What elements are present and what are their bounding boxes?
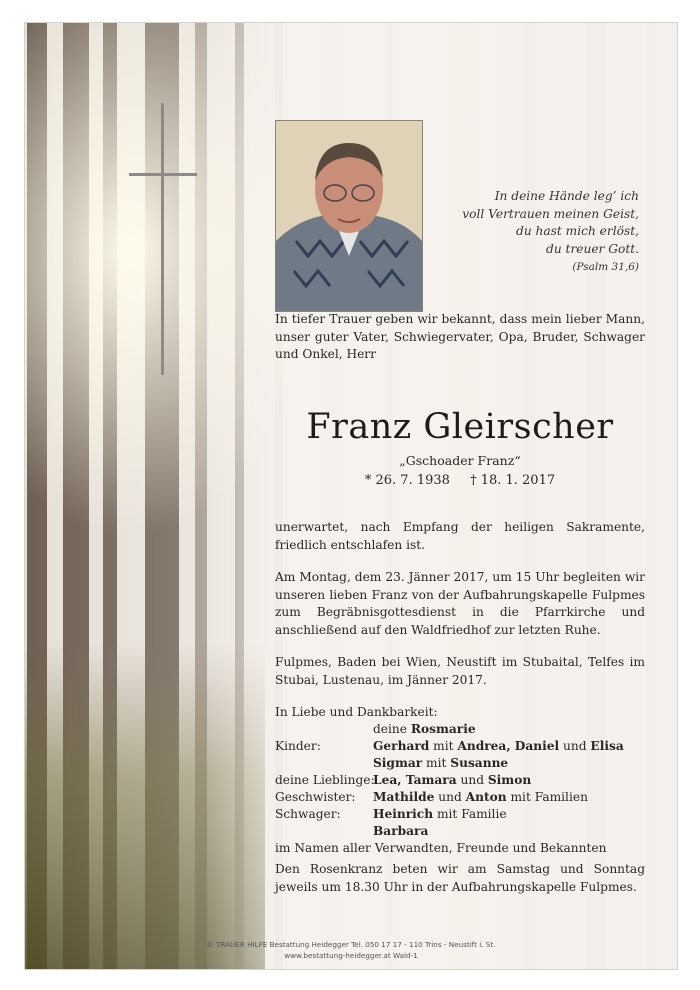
- obituary-card: [24, 22, 678, 970]
- birth-date: * 26. 7. 1938: [364, 473, 450, 488]
- relatives-children: Kinder: Gerhard mit Andrea, Daniel und Elisa: [275, 739, 624, 753]
- cross-horizontal-bar: [129, 173, 197, 176]
- footer-company: © TRAUER HILFE Bestattung Heidegger Tel. 050 17 17 - 110 Trins - Neustift i. St.: [206, 940, 496, 949]
- footer-website[interactable]: www.bestattung-heidegger.at Wald-1: [284, 951, 418, 960]
- bible-verse: [445, 188, 639, 277]
- verse-reference: (Psalm 31,6): [572, 261, 639, 273]
- relatives-wife: deine Rosmarie: [373, 722, 476, 736]
- life-dates: [275, 473, 645, 488]
- relatives-brothers-in-law-2: Barbara: [373, 824, 429, 838]
- verse-line: du hast mich erlöst,: [516, 224, 639, 238]
- intro-text: In tiefer Trauer geben wir bekannt, dass mein lieber Mann, unser guter Vater, Schwiegervater, Opa, Bruder, Schwager und Onkel, Herr: [275, 312, 645, 361]
- relatives-brothers-in-law: Schwager: Heinrich mit Familie: [275, 807, 507, 821]
- relatives-others: im Namen aller Verwandten, Freunde und Bekannten: [275, 841, 607, 855]
- closing-line: In Liebe und Dankbarkeit:: [275, 705, 438, 719]
- portrait-photo: [275, 120, 423, 312]
- funeral-details: Am Montag, dem 23. Jänner 2017, um 15 Uhr begleiten wir unseren lieben Franz von der Aufbahrungskapelle Fulpmes zum Begräbnisgottesdienst in die Pfarrkirche und anschließend auf den Waldfriedhof zur letzten Ruhe.: [275, 570, 645, 637]
- verse-line: du treuer Gott.: [546, 241, 639, 256]
- relatives-siblings: Geschwister: Mathilde und Anton mit Familien: [275, 790, 588, 804]
- deceased-nickname: „Gschoader Franz“: [399, 453, 521, 468]
- cross-vertical-bar: [161, 103, 164, 375]
- rosary-text: Den Rosenkranz beten wir am Samstag und Sonntag jeweils um 18.30 Uhr in der Aufbahrungskapelle Fulpmes.: [275, 862, 645, 894]
- footer: [25, 940, 677, 960]
- verse-line: voll Vertrauen meinen Geist,: [462, 206, 639, 221]
- places-date: Fulpmes, Baden bei Wien, Neustift im Stubaital, Telfes im Stubai, Lustenau, im Jänner 2017.: [275, 655, 645, 687]
- relatives-grandchildren: deine Lieblinge: Lea, Tamara und Simon: [275, 773, 532, 787]
- verse-line: In deine Hände leg’ ich: [494, 189, 639, 203]
- relatives-children-2: Sigmar mit Susanne: [373, 756, 509, 770]
- death-date: † 18. 1. 2017: [470, 473, 556, 488]
- deceased-name: Franz Gleirscher: [306, 407, 614, 447]
- passing-text: unerwartet, nach Empfang der heiligen Sakramente, friedlich entschlafen ist.: [275, 520, 645, 552]
